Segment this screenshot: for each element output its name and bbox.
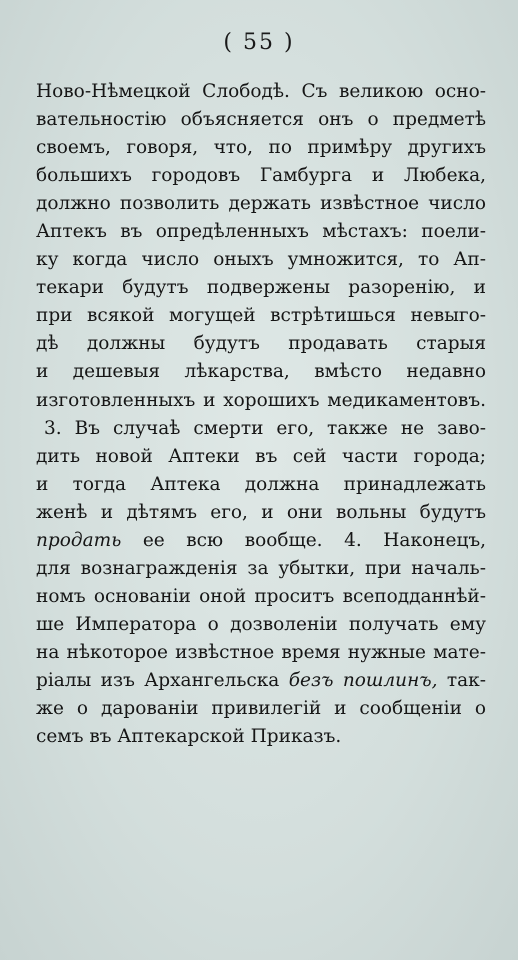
italic-fragment: продать <box>36 529 122 551</box>
text-line-10: дѣ должны будутъ продавать старыя <box>36 333 486 355</box>
text-fragment: так- <box>437 669 486 691</box>
text-line-4: большихъ городовъ Гамбурга и Любека, <box>36 165 486 187</box>
text-line-16: женѣ и дѣтямъ его, и они вольны будутъ <box>36 501 486 523</box>
text-line-6: Аптекъ въ опредѣленныхъ мѣстахъ: поели- <box>36 221 486 243</box>
text-line-14: дить новой Аптеки въ сей части города; <box>36 445 486 467</box>
text-fragment: ее всю вообще. 4. Наконецъ, <box>121 529 486 551</box>
text-line-7: ку когда число оныхъ умножится, то Ап- <box>36 249 486 271</box>
text-line-15: и тогда Аптека должна принадлежать <box>36 473 486 495</box>
text-line-17 <box>36 527 486 555</box>
text-line-24: семъ въ Аптекарской Приказъ. <box>36 726 342 748</box>
italic-fragment: безъ пошлинъ, <box>288 669 438 691</box>
text-line-5: должно позволить держать извѣстное число <box>36 193 486 215</box>
text-line-8: текари будутъ подвержены разоренію, и <box>36 277 486 299</box>
text-line-20: ше Императора о дозволеніи получать ему <box>36 613 486 635</box>
text-line-13: 3. Въ случаѣ смерти его, также не заво- <box>44 417 486 439</box>
text-line-18: для вознагражденія за убытки, при началь- <box>36 557 486 579</box>
body-text <box>36 78 486 751</box>
text-line-2: вательностію объясняется онъ о предметѣ <box>36 109 486 131</box>
text-line-3: своемъ, говоря, что, по примѣру другихъ <box>36 137 486 159</box>
text-line-19: номъ основаніи оной проситъ всеподданнѣй- <box>36 585 486 607</box>
text-line-21: на нѣкоторое извѣстное время нужные мате- <box>36 641 486 663</box>
page-number: ( 55 ) <box>223 30 295 55</box>
text-line-23: же о дарованіи привилегій и сообщеніи о <box>36 698 486 720</box>
text-line-9: при всякой могущей встрѣтишься невыго- <box>36 305 486 327</box>
text-line-12: изготовленныхъ и хорошихъ медикаментовъ. <box>36 389 486 411</box>
text-fragment: ріалы изъ Архангельска <box>36 669 289 691</box>
text-line-11: и дешевыя лѣкарства, вмѣсто недавно <box>36 361 486 383</box>
text-line-22 <box>36 667 486 695</box>
text-line-1: Ново-Нѣмецкой Слободѣ. Съ великою осно- <box>36 81 486 102</box>
